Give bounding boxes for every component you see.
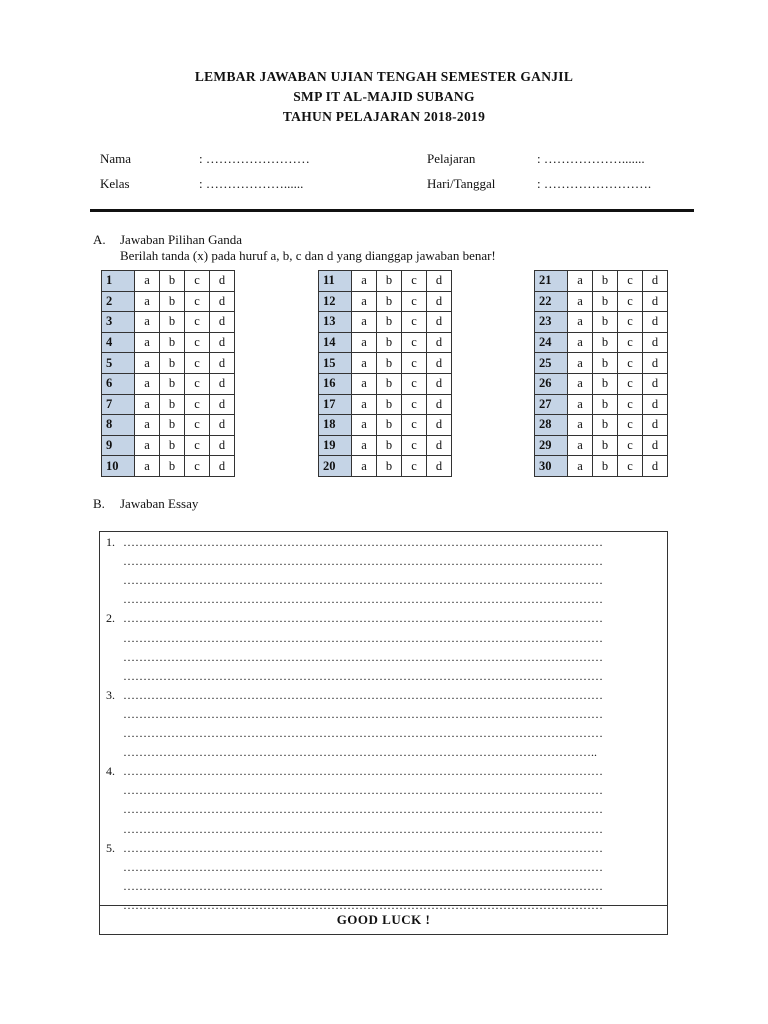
answer-option-c[interactable]: c [185,291,210,312]
essay-question-number: 2. [106,611,115,626]
answer-row [535,394,668,415]
answer-row [319,271,452,292]
answer-option-a[interactable]: a [568,312,593,333]
question-number: 18 [319,415,352,436]
essay-answer-line[interactable]: ………………………………………………………………………………………………………… [123,878,603,893]
answer-option-c[interactable]: c [618,415,643,436]
essay-answer-line[interactable]: ………………………………………………………………………………………………………… [123,859,603,874]
answer-option-a[interactable]: a [135,353,160,374]
answer-option-d[interactable]: d [210,415,235,436]
answer-option-b[interactable]: b [593,415,618,436]
answer-option-d[interactable]: d [210,456,235,477]
answer-option-a[interactable]: a [568,353,593,374]
answer-option-b[interactable]: b [377,435,402,456]
answer-table-2 [318,270,452,477]
answer-option-c[interactable]: c [618,435,643,456]
answer-option-c[interactable]: c [185,271,210,292]
answer-option-a[interactable]: a [135,415,160,436]
question-number: 29 [535,435,568,456]
answer-option-c[interactable]: c [402,415,427,436]
answer-option-b[interactable]: b [160,394,185,415]
answer-option-d[interactable]: d [643,415,668,436]
answer-option-b[interactable]: b [593,312,618,333]
academic-year: TAHUN PELAJARAN 2018-2019 [282,109,486,124]
answer-option-d[interactable]: d [210,373,235,394]
question-number: 10 [102,456,135,477]
question-number: 15 [319,353,352,374]
question-number: 25 [535,353,568,374]
pelajaran-field[interactable]: : ………………....... [537,151,645,166]
answer-option-d[interactable]: d [643,373,668,394]
question-number: 1 [102,271,135,292]
answer-option-a[interactable]: a [135,456,160,477]
answer-option-b[interactable]: b [160,312,185,333]
answer-option-c[interactable]: c [402,394,427,415]
answer-option-d[interactable]: d [427,271,452,292]
doc-title: LEMBAR JAWABAN UJIAN TENGAH SEMESTER GANJIL [194,69,574,84]
answer-option-c[interactable]: c [618,291,643,312]
essay-answer-line[interactable]: ………………………………………………………………………………………………………… [123,573,603,588]
question-number: 19 [319,435,352,456]
answer-row [319,394,452,415]
essay-answer-line[interactable]: ………………………………………………………………………………………………………… [123,706,603,721]
answer-option-d[interactable]: d [427,456,452,477]
question-number: 22 [535,291,568,312]
essay-answer-line[interactable]: ………………………………………………………………………………………………………… [123,649,603,664]
answer-option-b[interactable]: b [377,312,402,333]
answer-row [102,332,235,353]
essay-answer-line[interactable]: ………………………………………………………………………………………………………… [123,535,603,549]
answer-option-c[interactable]: c [402,353,427,374]
question-number: 12 [319,291,352,312]
answer-option-a[interactable]: a [352,332,377,353]
question-number: 13 [319,312,352,333]
good-luck-footer: GOOD LUCK ! [100,905,667,934]
kelas-label: Kelas [100,176,130,191]
question-number: 30 [535,456,568,477]
answer-row [102,271,235,292]
answer-option-d[interactable]: d [210,353,235,374]
answer-option-c[interactable]: c [402,312,427,333]
essay-answer-line[interactable]: ………………………………………………………………………………………………………… [123,687,603,702]
answer-option-a[interactable]: a [352,394,377,415]
answer-option-a[interactable]: a [135,291,160,312]
answer-option-b[interactable]: b [593,271,618,292]
answer-row [319,373,452,394]
answer-option-d[interactable]: d [643,312,668,333]
essay-question-number: 1. [106,535,115,549]
answer-option-a[interactable]: a [568,271,593,292]
answer-option-c[interactable]: c [618,332,643,353]
answer-option-c[interactable]: c [618,271,643,292]
answer-option-c[interactable]: c [185,332,210,353]
answer-option-b[interactable]: b [593,291,618,312]
answer-option-d[interactable]: d [427,394,452,415]
section-a-title: Jawaban Pilihan Ganda [120,232,243,247]
answer-option-b[interactable]: b [377,373,402,394]
answer-option-d[interactable]: d [427,332,452,353]
answer-option-b[interactable]: b [160,291,185,312]
answer-option-b[interactable]: b [377,394,402,415]
kelas-field[interactable]: : ………………...... [199,176,304,191]
answer-option-b[interactable]: b [377,456,402,477]
answer-option-a[interactable]: a [135,373,160,394]
essay-answer-line[interactable]: ………………………………………………………………………………………………………… [123,592,603,607]
answer-option-a[interactable]: a [352,415,377,436]
hari-tanggal-label: Hari/Tanggal [427,176,496,191]
answer-row [102,312,235,333]
answer-option-c[interactable]: c [185,373,210,394]
question-number: 11 [319,271,352,292]
answer-option-b[interactable]: b [160,353,185,374]
answer-row [319,291,452,312]
answer-row [102,291,235,312]
answer-option-c[interactable]: c [185,394,210,415]
essay-question-number: 5. [106,840,115,855]
essay-answer-line[interactable]: ………………………………………………………………………………………………………… [123,668,603,683]
answer-option-a[interactable]: a [135,435,160,456]
answer-option-c[interactable]: c [402,373,427,394]
answer-option-d[interactable]: d [427,373,452,394]
question-number: 28 [535,415,568,436]
answer-option-d[interactable]: d [643,435,668,456]
answer-row [535,456,668,477]
answer-option-b[interactable]: b [160,435,185,456]
answer-option-d[interactable]: d [427,353,452,374]
essay-answer-line[interactable]: ………………………………………………………………………………………………………… [123,764,603,779]
answer-option-d[interactable]: d [643,332,668,353]
answer-row [319,332,452,353]
question-number: 21 [535,271,568,292]
essay-answer-line[interactable]: ………………………………………………………………………………………………………… [123,897,603,912]
answer-option-c[interactable]: c [185,353,210,374]
essay-answer-line[interactable]: ………………………………………………………………………………………………………… [123,630,603,645]
answer-option-b[interactable]: b [593,435,618,456]
answer-option-b[interactable]: b [593,353,618,374]
answer-option-c[interactable]: c [402,271,427,292]
answer-option-a[interactable]: a [352,312,377,333]
answer-option-a[interactable]: a [568,415,593,436]
essay-answer-line[interactable]: ………………………………………………………………………………………………………… [123,783,603,798]
answer-option-b[interactable]: b [377,353,402,374]
header-divider [90,209,694,212]
question-number: 4 [102,332,135,353]
answer-option-b[interactable]: b [377,271,402,292]
answer-option-d[interactable]: d [643,456,668,477]
answer-option-b[interactable]: b [377,291,402,312]
school-name: SMP IT AL-MAJID SUBANG [293,89,475,104]
answer-option-d[interactable]: d [643,394,668,415]
answer-row [319,435,452,456]
answer-option-c[interactable]: c [402,435,427,456]
answer-option-d[interactable]: d [643,291,668,312]
answer-option-c[interactable]: c [185,456,210,477]
answer-option-c[interactable]: c [618,312,643,333]
answer-row [535,373,668,394]
answer-option-a[interactable]: a [568,435,593,456]
answer-option-a[interactable]: a [352,271,377,292]
answer-option-b[interactable]: b [377,332,402,353]
hari-tanggal-field[interactable]: : ……………………. [537,176,652,191]
answer-option-c[interactable]: c [402,291,427,312]
answer-row [319,312,452,333]
answer-row [102,415,235,436]
answer-option-d[interactable]: d [210,312,235,333]
answer-option-a[interactable]: a [568,332,593,353]
answer-option-c[interactable]: c [618,394,643,415]
question-number: 27 [535,394,568,415]
answer-option-a[interactable]: a [568,291,593,312]
answer-option-d[interactable]: d [210,394,235,415]
answer-row [319,415,452,436]
nama-field[interactable]: : …………………… [199,151,310,166]
answer-row [319,456,452,477]
answer-option-d[interactable]: d [643,353,668,374]
answer-option-a[interactable]: a [352,373,377,394]
section-a-marker: A. [93,232,106,247]
answer-option-d[interactable]: d [427,415,452,436]
answer-row [535,271,668,292]
answer-option-a[interactable]: a [352,353,377,374]
question-number: 14 [319,332,352,353]
question-number: 20 [319,456,352,477]
question-number: 17 [319,394,352,415]
answer-row [535,435,668,456]
essay-answer-line[interactable]: ………………………………………………………………………………………………………… [123,554,603,569]
answer-option-c[interactable]: c [402,456,427,477]
answer-option-b[interactable]: b [593,373,618,394]
answer-option-b[interactable]: b [160,415,185,436]
answer-option-a[interactable]: a [352,456,377,477]
essay-answer-line[interactable]: ………………………………………………………………………………………………………… [123,802,603,817]
answer-row [102,373,235,394]
answer-option-d[interactable]: d [210,332,235,353]
answer-row [102,435,235,456]
answer-option-b[interactable]: b [593,394,618,415]
answer-option-c[interactable]: c [618,373,643,394]
answer-row [535,312,668,333]
answer-row [535,353,668,374]
section-a-instruction: Berilah tanda (x) pada huruf a, b, c dan d yang dianggap jawaban benar! [120,248,496,263]
answer-option-a[interactable]: a [135,332,160,353]
essay-answer-line[interactable]: ………………………………………………………………………………………………………… [123,726,603,740]
answer-option-d[interactable]: d [427,435,452,456]
answer-option-a[interactable]: a [568,394,593,415]
answer-row [535,332,668,353]
answer-option-a[interactable]: a [568,373,593,394]
answer-option-b[interactable]: b [160,373,185,394]
answer-option-b[interactable]: b [160,271,185,292]
question-number: 9 [102,435,135,456]
pelajaran-label: Pelajaran [427,151,476,166]
question-number: 23 [535,312,568,333]
answer-row [102,353,235,374]
answer-option-c[interactable]: c [185,312,210,333]
answer-option-b[interactable]: b [377,415,402,436]
nama-label: Nama [100,151,132,166]
answer-option-d[interactable]: d [643,271,668,292]
answer-option-b[interactable]: b [160,456,185,477]
question-number: 8 [102,415,135,436]
answer-table-3 [534,270,668,477]
essay-box [99,531,668,935]
question-number: 16 [319,373,352,394]
answer-option-d[interactable]: d [427,291,452,312]
answer-option-d[interactable]: d [210,271,235,292]
answer-row [535,291,668,312]
question-number: 26 [535,373,568,394]
question-number: 7 [102,394,135,415]
essay-answer-line[interactable]: ………………………………………………………………………………………………………… [123,821,603,836]
essay-question-number: 4. [106,764,115,779]
answer-option-d[interactable]: d [210,291,235,312]
question-number: 5 [102,353,135,374]
answer-table-1 [101,270,235,477]
answer-option-c[interactable]: c [185,435,210,456]
essay-question-number: 3. [106,687,115,702]
essay-answer-line[interactable]: ……………………………………………………………………………………………………….. [123,745,597,760]
answer-option-c[interactable]: c [402,332,427,353]
answer-row [102,456,235,477]
answer-option-d[interactable]: d [427,312,452,333]
question-number: 3 [102,312,135,333]
answer-option-a[interactable]: a [352,435,377,456]
answer-row [535,415,668,436]
answer-option-a[interactable]: a [135,271,160,292]
answer-option-c[interactable]: c [618,353,643,374]
answer-option-b[interactable]: b [160,332,185,353]
answer-option-a[interactable]: a [352,291,377,312]
answer-option-a[interactable]: a [568,456,593,477]
answer-option-b[interactable]: b [593,332,618,353]
answer-option-a[interactable]: a [135,312,160,333]
answer-option-d[interactable]: d [210,435,235,456]
answer-option-c[interactable]: c [185,415,210,436]
answer-option-c[interactable]: c [618,456,643,477]
essay-answer-line[interactable]: ………………………………………………………………………………………………………… [123,611,603,626]
answer-row [102,394,235,415]
essay-answer-line[interactable]: ………………………………………………………………………………………………………… [123,840,603,855]
question-number: 2 [102,291,135,312]
question-number: 6 [102,373,135,394]
answer-option-b[interactable]: b [593,456,618,477]
answer-row [319,353,452,374]
section-b-marker: B. [93,496,105,511]
question-number: 24 [535,332,568,353]
answer-option-a[interactable]: a [135,394,160,415]
section-b-title: Jawaban Essay [120,496,199,511]
